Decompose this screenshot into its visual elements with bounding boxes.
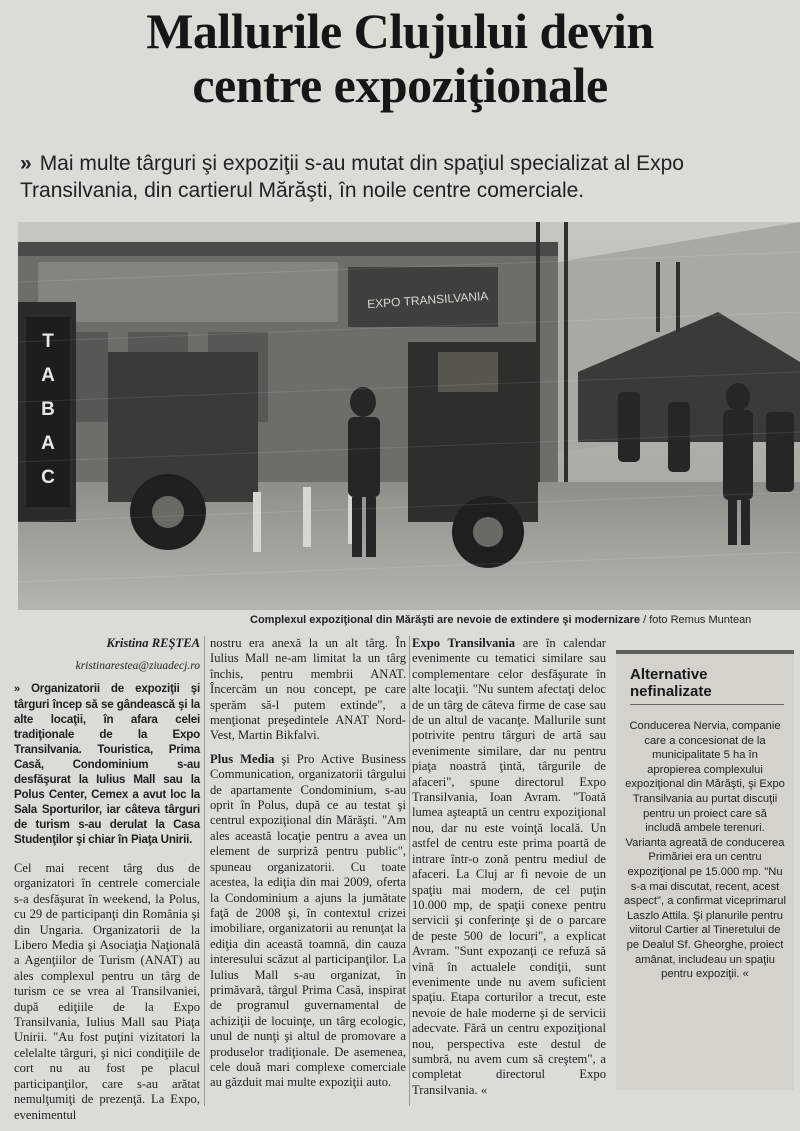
headline-line-2: centre expoziţionale <box>192 57 608 113</box>
sidebar-top-bar <box>616 650 794 654</box>
double-arrow-icon: » <box>14 683 20 695</box>
lead-paragraph <box>20 150 800 204</box>
article-paragraph: nostru era anexă la un alt târg. În Iulius Mall ne-am limitat la un târg închis, pentru membrii ANAT. Încercăm un nou concept, pe care sperăm să-l putem extinde", a menţionat preşedintele ANAT Nord-Vest, Martin Bikfalvi. <box>210 636 406 743</box>
end-mark-icon: « <box>480 1082 488 1097</box>
article-column-1 <box>14 636 200 1131</box>
photo-caption <box>250 613 800 627</box>
article-column-3 <box>412 636 606 1106</box>
author-name: Kristina REŞTEA <box>106 636 200 650</box>
photo-credit: / foto Remus Muntean <box>643 614 752 626</box>
article-paragraph: Cel mai recent târg dus de organizatori în centrele comerciale s-a desfăşurat în weekend, la Polus, cu 29 de participanţi din România şi din Ungaria. Organizatorii de la Libero Media şi Asociaţia Naţională a Agenţiilor de Turism (ANAT) au ales complexul pentru un târg de turism ce se vrea al Transilvaniei, după ediţiile de la Expo Transilvania, Iulius Mall sau Piaţa Unirii. "Au fost puţini vizitatori la celelalte târguri, şi nici condiţiile de cort nu au fost pe placul participanţilor, care s-au arătat nemulţumiţi de prezenţă. La Expo, evenimentul <box>14 861 200 1122</box>
column-divider <box>204 636 205 1106</box>
sidebar-text: Conducerea Nervia, companie care a concesionat de la municipalitate 5 ha în apropierea complexului expoziţional din Mărăşti, şi Expo Transilvania au purtat discuţii pentru un proiect care să includă ambele terenuri. Varianta agreată de conducerea Primăriei era un centru expoziţional pe 15.000 mp. "Nu s-a mai discutat, recent, acest aspect", a confirmat viceprimarul Laszlo Attila. Şi planurile pentru viitorul Cartier al Tineretului de pe Dealul Sf. Gheorghe, proiect amânat, includeau un spaţiu pentru expoziţii. « <box>624 720 786 981</box>
double-arrow-icon: » <box>20 152 32 175</box>
caption-text: Complexul expoziţional din Mărăşti are nevoie de extindere şi modernizare <box>250 614 641 626</box>
column-divider <box>409 636 410 1106</box>
article-intro: » Organizatorii de expoziţii şi târguri încep să se gândească şi la alte locaţii, în afara celei tradiţionale de la Expo Transilvania. Touristica, Prima Casă, Condominium s-au desfăşurat la Iulius Mall sau la Polus Center, Cemex a avut loc la Sala Sporturilor, iar câteva târguri de turism s-au derulat la Casa Studenţilor şi chiar în Piaţa Unirii. <box>14 682 200 846</box>
article-column-2 <box>210 636 406 1099</box>
sidebar-divider <box>630 704 784 705</box>
article-paragraph: Expo Transilvania are în calendar evenimente cu tematici similare sau complementare celor desfăşurate în alte locaţii. "Nu suntem afectaţi deloc de un târg de câteva firme de case sau de un altul de vacanţe. Mallurile sunt potrivite pentru târguri de artă sau evenimente similare, dar nu pentru piaţa noastră ţintă, târgurile de afaceri", spune directorul Expo Transilvania, Ioan Avram. "Toată lumea aşteaptă un centru expoziţional nou, dar nu este voinţă locală. Un astfel de centru este prima poartă de intrare într-o zonă pentru mediul de afaceri. La Cluj ar fi nevoie de un spaţiu mai modern, de cel puţin 10.000 mp, de spaţii conexe pentru servicii şi conferinţe şi de o parcare de peste 500 de locuri", a explicat Avram. "Sunt expozanţi ce refuză să vină în actualele condiţii, sunt evenimente unde nu avem suficient spaţiu. Etapa corturilor a trecut, este nevoie de hale moderne şi de servicii adecvate. Fără un centru expoziţional nou, perspectiva este destul de sumbră, nu avem cum să creştem", a completat directorul Expo Transilvania. « <box>412 636 606 1097</box>
org-name: Expo Transilvania <box>412 636 516 650</box>
tabac-sign: T A B A C <box>41 331 55 488</box>
headline-line-1: Mallurile Clujului devin <box>146 3 654 59</box>
end-mark-icon: « <box>742 968 749 981</box>
lead-text: Mai multe târguri şi expoziţii s-au mutat din spaţiul specializat al Expo Transilvania, din cartierul Mărăşti, în noile centre comerciale. <box>20 152 684 202</box>
author-email: kristinarestea@ziuadecj.ro <box>75 660 200 672</box>
headline <box>0 4 800 112</box>
article-photo <box>18 222 800 610</box>
sidebar-box <box>616 650 794 1090</box>
expo-banner-text: EXPO TRANSILVANIA <box>366 288 489 312</box>
org-name: Plus Media <box>210 751 275 766</box>
article-paragraph: Plus Media şi Pro Active Business Communication, organizatorii târgului de apartamente Condominium, s-au oprit în Polus, după ce au testat şi centrul expoziţional din Mărăşti. "Am ales această locaţie pentru a avea un element de surpriză pentru public", spuneau organizatorii. Cu toate acestea, la ediţia din mai 2009, oferta la Condominium a ajuns la jumătate faţă de 2008 şi, în contextul crizei imobiliare, organizatorii au renunţat la ediţia din această toamnă, din cauza interesului scăzut al participanţilor. La Iulius Mall s-au organizat, în primăvară, târgul Prima Casă, inspirat de programul guvernamental de achiziţii de locuinţe, un târg ecologic, unul de nunţi şi altul de promovare a produselor tradiţionale. De asemenea, cele două mari complexe comerciale au găzduit mai multe expoziţii auto. <box>210 751 406 1090</box>
sidebar-title: Alternative nefinalizate <box>630 666 712 700</box>
